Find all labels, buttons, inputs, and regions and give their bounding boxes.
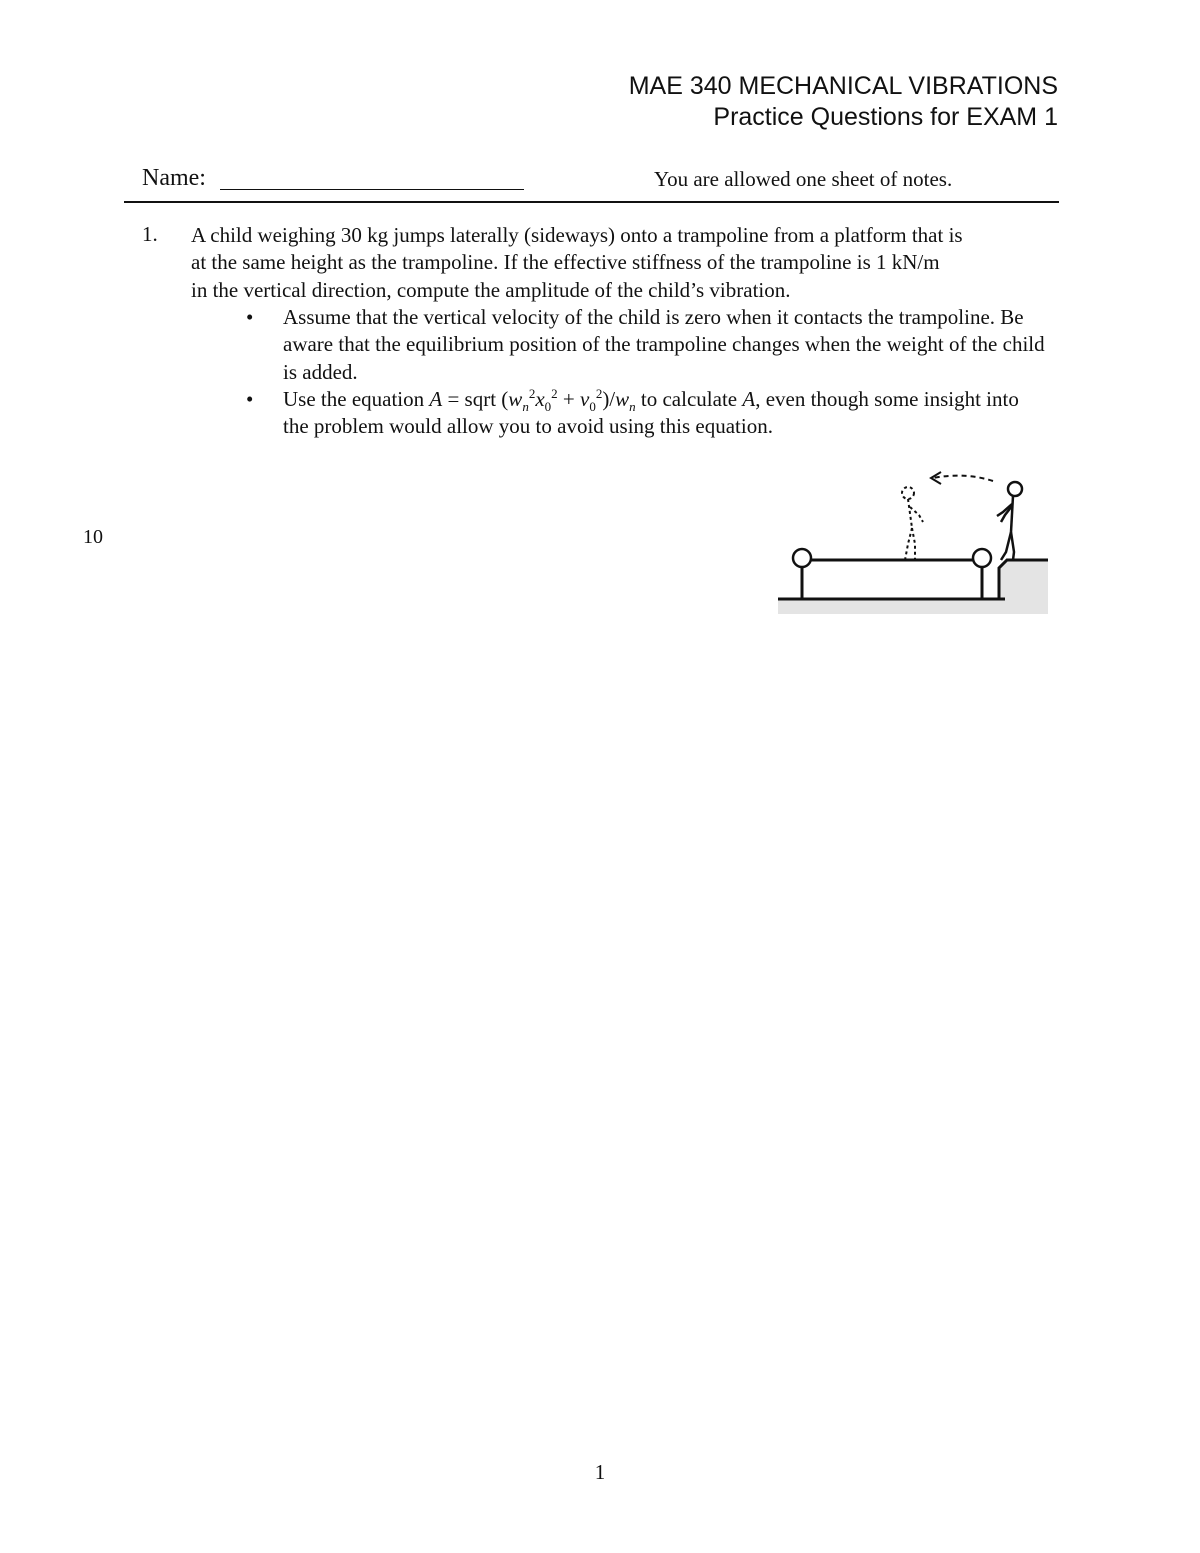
platform-shading: [778, 560, 1048, 614]
child-landing-figure: [902, 487, 923, 560]
hint-text: Assume that the vertical velocity of the child is zero when it contacts the trampoline. Be aware that the equilibrium position of the trampoline changes when the weight of the child is added.: [283, 305, 1045, 384]
question-line: A child weighing 30 kg jumps laterally (sideways) onto a trampoline from a platform that is: [191, 223, 963, 247]
trampoline-right-leg: [973, 549, 991, 599]
bullet-icon: •: [246, 386, 254, 411]
page-number: 1: [594, 1460, 606, 1484]
jump-arrow-icon: [931, 472, 993, 484]
course-title: MAE 340 MECHANICAL VIBRATIONS: [628, 72, 1058, 100]
notes-instruction: You are allowed one sheet of notes.: [654, 167, 953, 191]
question-line: at the same height as the trampoline. If the effective stiffness of the trampoline is 1 kN/m: [191, 250, 940, 275]
question-line: in the vertical direction, compute the amplitude of the child’s vibration.: [191, 277, 791, 302]
name-blank-line: [220, 189, 524, 190]
hint-text: Use the equation A = sqrt $(w_n^2x_0^2 + v_0^2)/w_n$ to calculate A, even though some insight into the problem would allow you to avoid using this equation.: [283, 385, 1019, 439]
point-value: 10: [83, 526, 103, 548]
child-standing-figure: [997, 482, 1022, 560]
question-number: 1.: [142, 222, 158, 246]
trampoline-left-leg: [793, 549, 811, 599]
question-text: [191, 222, 1071, 304]
bullet-icon: •: [246, 305, 254, 329]
name-label: Name:: [142, 165, 206, 191]
trampoline-figure: [775, 462, 1053, 617]
hint-item: [246, 386, 1046, 441]
amplitude-equation: A = sqrt $(w_n^2x_0^2 + v_0^2)/w_n$: [429, 385, 636, 415]
exam-subtitle: Practice Questions for EXAM 1: [713, 103, 1058, 131]
header-divider: [124, 201, 1059, 203]
hint-list: [246, 304, 1046, 440]
hint-item: [246, 304, 1046, 386]
